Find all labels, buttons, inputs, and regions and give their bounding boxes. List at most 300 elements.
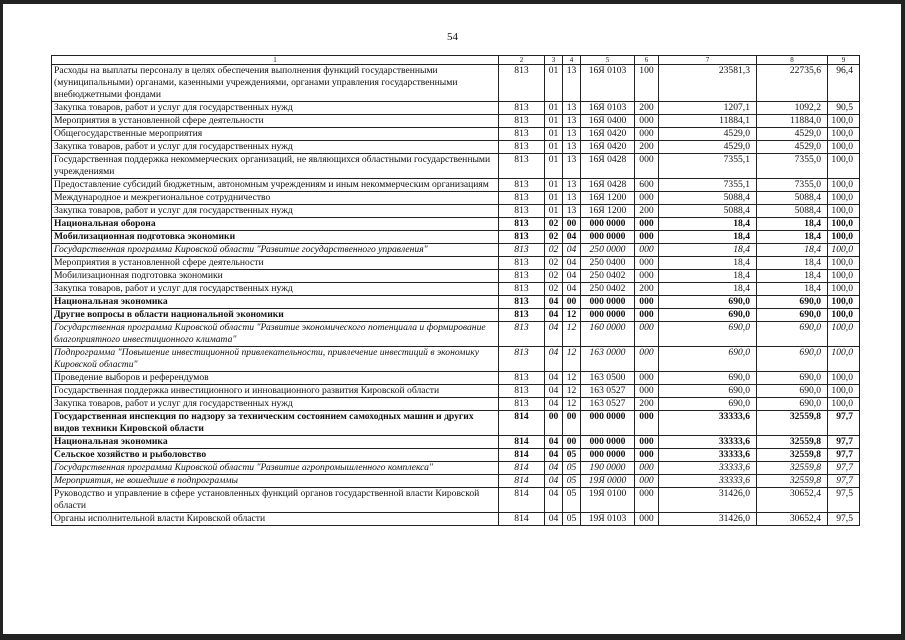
row-name-cell: Мероприятия, не вошедшие в подпрограммы xyxy=(52,475,499,488)
column-header: 4 xyxy=(563,56,581,65)
section-cell: 02 xyxy=(545,244,563,257)
subsection-cell: 05 xyxy=(563,488,581,513)
target-article-cell: 19Я 0103 xyxy=(581,513,635,526)
section-cell: 01 xyxy=(545,179,563,192)
table-row xyxy=(52,411,860,436)
subsection-cell: 05 xyxy=(563,449,581,462)
percent-cell: 100,0 xyxy=(828,244,860,257)
approved-amount-cell: 690,0 xyxy=(659,296,757,309)
executed-amount-cell: 18,4 xyxy=(757,218,828,231)
percent-cell: 100,0 xyxy=(828,270,860,283)
adm-code-cell: 813 xyxy=(499,296,545,309)
target-article-cell: 163 0527 xyxy=(581,398,635,411)
percent-cell: 100,0 xyxy=(828,141,860,154)
subsection-cell: 05 xyxy=(563,462,581,475)
approved-amount-cell: 4529,0 xyxy=(659,141,757,154)
table-row xyxy=(52,141,860,154)
expense-type-cell: 000 xyxy=(635,296,659,309)
row-name-cell: Общегосударственные мероприятия xyxy=(52,128,499,141)
row-name-cell: Международное и межрегиональное сотрудничество xyxy=(52,192,499,205)
row-name-cell: Государственная программа Кировской области "Развитие экономического потенциала и формирование благоприятного инвестиционного климата" xyxy=(52,322,499,347)
expense-type-cell: 000 xyxy=(635,244,659,257)
executed-amount-cell: 32559,8 xyxy=(757,475,828,488)
approved-amount-cell: 4529,0 xyxy=(659,128,757,141)
subsection-cell: 04 xyxy=(563,270,581,283)
adm-code-cell: 813 xyxy=(499,218,545,231)
adm-code-cell: 813 xyxy=(499,102,545,115)
percent-cell: 100,0 xyxy=(828,218,860,231)
column-header: 6 xyxy=(635,56,659,65)
executed-amount-cell: 5088,4 xyxy=(757,192,828,205)
expense-type-cell: 000 xyxy=(635,270,659,283)
expense-type-cell: 000 xyxy=(635,218,659,231)
expense-type-cell: 000 xyxy=(635,449,659,462)
executed-amount-cell: 7355,0 xyxy=(757,154,828,179)
expense-type-cell: 200 xyxy=(635,102,659,115)
expense-type-cell: 200 xyxy=(635,398,659,411)
expense-type-cell: 000 xyxy=(635,115,659,128)
row-name-cell: Мероприятия в установленной сфере деятельности xyxy=(52,257,499,270)
adm-code-cell: 814 xyxy=(499,513,545,526)
expense-type-cell: 200 xyxy=(635,283,659,296)
table-row xyxy=(52,154,860,179)
percent-cell: 100,0 xyxy=(828,192,860,205)
executed-amount-cell: 690,0 xyxy=(757,309,828,322)
target-article-cell: 000 0000 xyxy=(581,296,635,309)
executed-amount-cell: 5088,4 xyxy=(757,205,828,218)
subsection-cell: 04 xyxy=(563,257,581,270)
percent-cell: 100,0 xyxy=(828,322,860,347)
section-cell: 02 xyxy=(545,283,563,296)
scan-border-top xyxy=(0,0,905,4)
percent-cell: 100,0 xyxy=(828,179,860,192)
adm-code-cell: 813 xyxy=(499,141,545,154)
scan-border-left xyxy=(0,0,3,640)
approved-amount-cell: 690,0 xyxy=(659,347,757,372)
percent-cell: 100,0 xyxy=(828,347,860,372)
section-cell: 00 xyxy=(545,411,563,436)
scan-border-bottom xyxy=(0,634,905,640)
adm-code-cell: 813 xyxy=(499,257,545,270)
column-header: 2 xyxy=(499,56,545,65)
subsection-cell: 13 xyxy=(563,102,581,115)
table-row xyxy=(52,398,860,411)
expense-type-cell: 000 xyxy=(635,385,659,398)
target-article-cell: 16Я 0420 xyxy=(581,141,635,154)
executed-amount-cell: 18,4 xyxy=(757,257,828,270)
row-name-cell: Сельское хозяйство и рыболовство xyxy=(52,449,499,462)
section-cell: 01 xyxy=(545,141,563,154)
table-row xyxy=(52,244,860,257)
expense-type-cell: 000 xyxy=(635,347,659,372)
table-row xyxy=(52,257,860,270)
executed-amount-cell: 32559,8 xyxy=(757,411,828,436)
section-cell: 04 xyxy=(545,385,563,398)
approved-amount-cell: 690,0 xyxy=(659,385,757,398)
target-article-cell: 19Я 0000 xyxy=(581,475,635,488)
target-article-cell: 190 0000 xyxy=(581,462,635,475)
row-name-cell: Подпрограмма "Повышение инвестиционной привлекательности, привлечение инвестиций в экономику Кировской области" xyxy=(52,347,499,372)
expense-type-cell: 000 xyxy=(635,322,659,347)
percent-cell: 100,0 xyxy=(828,115,860,128)
scan-border-right xyxy=(901,0,905,640)
row-name-cell: Руководство и управление в сфере установленных функций органов государственной власти Кировской области xyxy=(52,488,499,513)
table-row xyxy=(52,475,860,488)
approved-amount-cell: 18,4 xyxy=(659,231,757,244)
approved-amount-cell: 18,4 xyxy=(659,257,757,270)
target-article-cell: 16Я 1200 xyxy=(581,205,635,218)
approved-amount-cell: 690,0 xyxy=(659,322,757,347)
row-name-cell: Государственная программа Кировской области "Развитие государственного управления" xyxy=(52,244,499,257)
row-name-cell: Мероприятия в установленной сфере деятельности xyxy=(52,115,499,128)
percent-cell: 100,0 xyxy=(828,296,860,309)
executed-amount-cell: 4529,0 xyxy=(757,141,828,154)
subsection-cell: 13 xyxy=(563,205,581,218)
row-name-cell: Закупка товаров, работ и услуг для государственных нужд xyxy=(52,398,499,411)
executed-amount-cell: 7355,0 xyxy=(757,179,828,192)
row-name-cell: Национальная экономика xyxy=(52,436,499,449)
adm-code-cell: 813 xyxy=(499,270,545,283)
column-header: 8 xyxy=(757,56,828,65)
percent-cell: 100,0 xyxy=(828,283,860,296)
section-cell: 04 xyxy=(545,398,563,411)
executed-amount-cell: 22735,6 xyxy=(757,65,828,102)
section-cell: 04 xyxy=(545,372,563,385)
section-cell: 04 xyxy=(545,475,563,488)
executed-amount-cell: 690,0 xyxy=(757,322,828,347)
subsection-cell: 04 xyxy=(563,283,581,296)
section-cell: 01 xyxy=(545,115,563,128)
executed-amount-cell: 18,4 xyxy=(757,244,828,257)
approved-amount-cell: 18,4 xyxy=(659,244,757,257)
percent-cell: 97,7 xyxy=(828,475,860,488)
approved-amount-cell: 33333,6 xyxy=(659,449,757,462)
table-row xyxy=(52,270,860,283)
target-article-cell: 16Я 0400 xyxy=(581,115,635,128)
row-name-cell: Мобилизационная подготовка экономики xyxy=(52,270,499,283)
subsection-cell: 13 xyxy=(563,154,581,179)
section-cell: 04 xyxy=(545,513,563,526)
subsection-cell: 04 xyxy=(563,244,581,257)
table-row xyxy=(52,322,860,347)
target-article-cell: 19Я 0100 xyxy=(581,488,635,513)
subsection-cell: 05 xyxy=(563,475,581,488)
column-header: 7 xyxy=(659,56,757,65)
section-cell: 04 xyxy=(545,347,563,372)
column-header: 5 xyxy=(581,56,635,65)
table-row xyxy=(52,65,860,102)
target-article-cell: 250 0402 xyxy=(581,270,635,283)
expense-type-cell: 000 xyxy=(635,475,659,488)
row-name-cell: Государственная программа Кировской области "Развитие агропромышленного комплекса" xyxy=(52,462,499,475)
target-article-cell: 16Я 0428 xyxy=(581,154,635,179)
percent-cell: 100,0 xyxy=(828,154,860,179)
adm-code-cell: 813 xyxy=(499,322,545,347)
approved-amount-cell: 33333,6 xyxy=(659,462,757,475)
executed-amount-cell: 32559,8 xyxy=(757,436,828,449)
approved-amount-cell: 5088,4 xyxy=(659,205,757,218)
section-cell: 04 xyxy=(545,462,563,475)
target-article-cell: 250 0402 xyxy=(581,283,635,296)
expense-type-cell: 000 xyxy=(635,436,659,449)
target-article-cell: 16Я 0420 xyxy=(581,128,635,141)
executed-amount-cell: 18,4 xyxy=(757,283,828,296)
percent-cell: 97,7 xyxy=(828,411,860,436)
executed-amount-cell: 18,4 xyxy=(757,270,828,283)
percent-cell: 97,5 xyxy=(828,488,860,513)
section-cell: 04 xyxy=(545,322,563,347)
target-article-cell: 000 0000 xyxy=(581,309,635,322)
table-row xyxy=(52,347,860,372)
percent-cell: 96,4 xyxy=(828,65,860,102)
executed-amount-cell: 30652,4 xyxy=(757,513,828,526)
approved-amount-cell: 7355,1 xyxy=(659,154,757,179)
executed-amount-cell: 30652,4 xyxy=(757,488,828,513)
table-row xyxy=(52,488,860,513)
approved-amount-cell: 5088,4 xyxy=(659,192,757,205)
percent-cell: 97,7 xyxy=(828,436,860,449)
row-name-cell: Закупка товаров, работ и услуг для государственных нужд xyxy=(52,283,499,296)
executed-amount-cell: 32559,8 xyxy=(757,462,828,475)
section-cell: 02 xyxy=(545,231,563,244)
approved-amount-cell: 31426,0 xyxy=(659,488,757,513)
approved-amount-cell: 33333,6 xyxy=(659,436,757,449)
target-article-cell: 000 0000 xyxy=(581,218,635,231)
subsection-cell: 12 xyxy=(563,385,581,398)
table-row xyxy=(52,205,860,218)
expense-type-cell: 000 xyxy=(635,154,659,179)
subsection-cell: 13 xyxy=(563,179,581,192)
target-article-cell: 000 0000 xyxy=(581,449,635,462)
row-name-cell: Государственная инспекция по надзору за техническим состоянием самоходных машин и других видов техники Кировской области xyxy=(52,411,499,436)
subsection-cell: 13 xyxy=(563,128,581,141)
section-cell: 04 xyxy=(545,488,563,513)
column-header: 3 xyxy=(545,56,563,65)
approved-amount-cell: 11884,1 xyxy=(659,115,757,128)
approved-amount-cell: 18,4 xyxy=(659,218,757,231)
table-row xyxy=(52,179,860,192)
expense-type-cell: 000 xyxy=(635,257,659,270)
target-article-cell: 16Я 0428 xyxy=(581,179,635,192)
table-row xyxy=(52,102,860,115)
table-row xyxy=(52,436,860,449)
adm-code-cell: 814 xyxy=(499,436,545,449)
adm-code-cell: 813 xyxy=(499,179,545,192)
target-article-cell: 163 0527 xyxy=(581,385,635,398)
section-cell: 04 xyxy=(545,296,563,309)
adm-code-cell: 814 xyxy=(499,488,545,513)
table-row xyxy=(52,385,860,398)
approved-amount-cell: 18,4 xyxy=(659,283,757,296)
target-article-cell: 250 0000 xyxy=(581,244,635,257)
subsection-cell: 00 xyxy=(563,218,581,231)
executed-amount-cell: 18,4 xyxy=(757,231,828,244)
adm-code-cell: 813 xyxy=(499,192,545,205)
executed-amount-cell: 4529,0 xyxy=(757,128,828,141)
section-cell: 04 xyxy=(545,309,563,322)
section-cell: 01 xyxy=(545,65,563,102)
subsection-cell: 04 xyxy=(563,231,581,244)
adm-code-cell: 813 xyxy=(499,347,545,372)
table-row xyxy=(52,128,860,141)
table-row xyxy=(52,372,860,385)
header-row xyxy=(52,56,860,65)
table-row xyxy=(52,309,860,322)
approved-amount-cell: 23581,3 xyxy=(659,65,757,102)
section-cell: 04 xyxy=(545,436,563,449)
executed-amount-cell: 32559,8 xyxy=(757,449,828,462)
percent-cell: 100,0 xyxy=(828,257,860,270)
approved-amount-cell: 690,0 xyxy=(659,398,757,411)
expense-type-cell: 000 xyxy=(635,231,659,244)
subsection-cell: 12 xyxy=(563,309,581,322)
expense-type-cell: 000 xyxy=(635,128,659,141)
adm-code-cell: 814 xyxy=(499,411,545,436)
row-name-cell: Органы исполнительной власти Кировской области xyxy=(52,513,499,526)
expense-type-cell: 000 xyxy=(635,309,659,322)
adm-code-cell: 813 xyxy=(499,283,545,296)
adm-code-cell: 813 xyxy=(499,244,545,257)
section-cell: 01 xyxy=(545,154,563,179)
target-article-cell: 000 0000 xyxy=(581,436,635,449)
subsection-cell: 13 xyxy=(563,115,581,128)
table-row xyxy=(52,449,860,462)
adm-code-cell: 814 xyxy=(499,475,545,488)
subsection-cell: 12 xyxy=(563,347,581,372)
expense-type-cell: 000 xyxy=(635,192,659,205)
section-cell: 02 xyxy=(545,218,563,231)
table-row xyxy=(52,296,860,309)
percent-cell: 100,0 xyxy=(828,128,860,141)
subsection-cell: 00 xyxy=(563,296,581,309)
table-row xyxy=(52,513,860,526)
adm-code-cell: 813 xyxy=(499,128,545,141)
target-article-cell: 160 0000 xyxy=(581,322,635,347)
subsection-cell: 00 xyxy=(563,411,581,436)
row-name-cell: Закупка товаров, работ и услуг для государственных нужд xyxy=(52,102,499,115)
approved-amount-cell: 33333,6 xyxy=(659,475,757,488)
executed-amount-cell: 690,0 xyxy=(757,385,828,398)
row-name-cell: Закупка товаров, работ и услуг для государственных нужд xyxy=(52,141,499,154)
expense-type-cell: 200 xyxy=(635,205,659,218)
adm-code-cell: 814 xyxy=(499,462,545,475)
page-number: 54 xyxy=(447,31,458,43)
row-name-cell: Проведение выборов и референдумов xyxy=(52,372,499,385)
executed-amount-cell: 690,0 xyxy=(757,296,828,309)
expense-type-cell: 000 xyxy=(635,462,659,475)
adm-code-cell: 814 xyxy=(499,449,545,462)
percent-cell: 97,5 xyxy=(828,513,860,526)
row-name-cell: Национальная оборона xyxy=(52,218,499,231)
expense-type-cell: 100 xyxy=(635,65,659,102)
row-name-cell: Предоставление субсидий бюджетным, автономным учреждениям и иным некоммерческим организациям xyxy=(52,179,499,192)
subsection-cell: 13 xyxy=(563,192,581,205)
approved-amount-cell: 1207,1 xyxy=(659,102,757,115)
subsection-cell: 13 xyxy=(563,141,581,154)
section-cell: 04 xyxy=(545,449,563,462)
percent-cell: 100,0 xyxy=(828,398,860,411)
executed-amount-cell: 690,0 xyxy=(757,372,828,385)
target-article-cell: 16Я 1200 xyxy=(581,192,635,205)
percent-cell: 100,0 xyxy=(828,205,860,218)
subsection-cell: 12 xyxy=(563,372,581,385)
row-name-cell: Государственная поддержка инвестиционного и инновационного развития Кировской области xyxy=(52,385,499,398)
executed-amount-cell: 690,0 xyxy=(757,398,828,411)
percent-cell: 97,7 xyxy=(828,462,860,475)
target-article-cell: 000 0000 xyxy=(581,411,635,436)
row-name-cell: Национальная экономика xyxy=(52,296,499,309)
subsection-cell: 12 xyxy=(563,322,581,347)
adm-code-cell: 813 xyxy=(499,115,545,128)
section-cell: 01 xyxy=(545,205,563,218)
target-article-cell: 000 0000 xyxy=(581,231,635,244)
executed-amount-cell: 1092,2 xyxy=(757,102,828,115)
percent-cell: 90,5 xyxy=(828,102,860,115)
adm-code-cell: 813 xyxy=(499,205,545,218)
approved-amount-cell: 18,4 xyxy=(659,270,757,283)
approved-amount-cell: 33333,6 xyxy=(659,411,757,436)
table-row xyxy=(52,231,860,244)
approved-amount-cell: 690,0 xyxy=(659,309,757,322)
percent-cell: 97,7 xyxy=(828,449,860,462)
adm-code-cell: 813 xyxy=(499,231,545,244)
table-row xyxy=(52,192,860,205)
expense-type-cell: 200 xyxy=(635,141,659,154)
adm-code-cell: 813 xyxy=(499,309,545,322)
executed-amount-cell: 11884,0 xyxy=(757,115,828,128)
percent-cell: 100,0 xyxy=(828,309,860,322)
section-cell: 01 xyxy=(545,102,563,115)
target-article-cell: 250 0400 xyxy=(581,257,635,270)
target-article-cell: 16Я 0103 xyxy=(581,65,635,102)
table-row xyxy=(52,218,860,231)
section-cell: 02 xyxy=(545,257,563,270)
percent-cell: 100,0 xyxy=(828,372,860,385)
adm-code-cell: 813 xyxy=(499,372,545,385)
row-name-cell: Расходы на выплаты персоналу в целях обеспечения выполнения функций государственными (муниципальными) органами, казенными учреждениями, органами управления государственными внебюджетными фондами xyxy=(52,65,499,102)
approved-amount-cell: 7355,1 xyxy=(659,179,757,192)
executed-amount-cell: 690,0 xyxy=(757,347,828,372)
column-header: 1 xyxy=(52,56,499,65)
subsection-cell: 13 xyxy=(563,65,581,102)
row-name-cell: Мобилизационная подготовка экономики xyxy=(52,231,499,244)
expense-type-cell: 000 xyxy=(635,488,659,513)
row-name-cell: Другие вопросы в области национальной экономики xyxy=(52,309,499,322)
subsection-cell: 12 xyxy=(563,398,581,411)
section-cell: 02 xyxy=(545,270,563,283)
adm-code-cell: 813 xyxy=(499,385,545,398)
adm-code-cell: 813 xyxy=(499,65,545,102)
expense-type-cell: 000 xyxy=(635,372,659,385)
expense-type-cell: 000 xyxy=(635,513,659,526)
row-name-cell: Закупка товаров, работ и услуг для государственных нужд xyxy=(52,205,499,218)
budget-table xyxy=(51,55,860,526)
section-cell: 01 xyxy=(545,128,563,141)
expense-type-cell: 600 xyxy=(635,179,659,192)
table-row xyxy=(52,462,860,475)
percent-cell: 100,0 xyxy=(828,385,860,398)
target-article-cell: 163 0500 xyxy=(581,372,635,385)
approved-amount-cell: 690,0 xyxy=(659,372,757,385)
subsection-cell: 00 xyxy=(563,436,581,449)
subsection-cell: 05 xyxy=(563,513,581,526)
target-article-cell: 16Я 0103 xyxy=(581,102,635,115)
table-row xyxy=(52,115,860,128)
target-article-cell: 163 0000 xyxy=(581,347,635,372)
adm-code-cell: 813 xyxy=(499,154,545,179)
row-name-cell: Государственная поддержка некоммерческих организаций, не являющихся областными государственными учреждениями xyxy=(52,154,499,179)
approved-amount-cell: 31426,0 xyxy=(659,513,757,526)
